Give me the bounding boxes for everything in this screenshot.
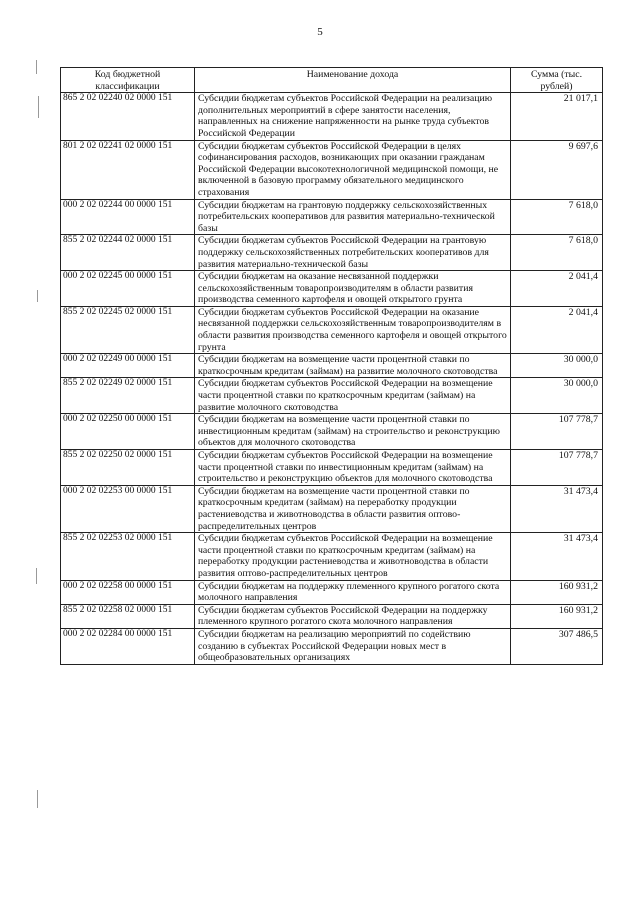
income-name-cell: Субсидии бюджетам на реализацию мероприятий по содействию созданию в субъектах Российской Федерации новых мест в общеобразовательных организациях	[195, 628, 511, 664]
income-name-cell: Субсидии бюджетам субъектов Российской Федерации на возмещение части процентной ставки по краткосрочным кредитам (займам) на переработку продукции растениеводства и животноводства в области развития оптово-распределительных центров	[195, 533, 511, 580]
table-row	[61, 354, 603, 378]
amount-cell: 9 697,6	[511, 140, 603, 199]
budget-code-cell: 000 2 02 02250 00 0000 151	[61, 414, 195, 450]
income-name-cell: Субсидии бюджетам субъектов Российской Федерации на возмещение части процентной ставки по краткосрочным кредитам (займам) на развитие молочного скотоводства	[195, 378, 511, 414]
page-number: 5	[317, 26, 323, 38]
amount-cell: 7 618,0	[511, 235, 603, 271]
amount-cell: 307 486,5	[511, 628, 603, 664]
table-row	[61, 485, 603, 532]
budget-code-cell: 000 2 02 02284 00 0000 151	[61, 628, 195, 664]
budget-code-cell: 000 2 02 02245 00 0000 151	[61, 271, 195, 307]
income-name-cell: Субсидии бюджетам субъектов Российской Федерации на поддержку племенного крупного рогатого скота молочного направления	[195, 604, 511, 628]
income-name-cell: Субсидии бюджетам на грантовую поддержку сельскохозяйственных потребительских кооперативов для развития материально-технической базы	[195, 199, 511, 235]
table-row	[61, 580, 603, 604]
scan-mark	[36, 568, 37, 584]
amount-cell: 30 000,0	[511, 354, 603, 378]
budget-code-cell: 000 2 02 02249 00 0000 151	[61, 354, 195, 378]
amount-cell: 160 931,2	[511, 580, 603, 604]
budget-code-cell: 855 2 02 02244 02 0000 151	[61, 235, 195, 271]
table-row	[61, 235, 603, 271]
income-name-cell: Субсидии бюджетам на поддержку племенного крупного рогатого скота молочного направления	[195, 580, 511, 604]
table-row	[61, 533, 603, 580]
income-name-cell: Субсидии бюджетам субъектов Российской Федерации на реализацию дополнительных мероприятий в сфере занятости населения, направленных на снижение напряженности на рынке труда субъектов Российской Федерации	[195, 93, 511, 140]
scan-mark	[37, 790, 38, 808]
table-row	[61, 378, 603, 414]
budget-code-cell: 000 2 02 02258 00 0000 151	[61, 580, 195, 604]
income-name-cell: Субсидии бюджетам субъектов Российской Федерации на грантовую поддержку сельскохозяйственных потребительских кооперативов для развития материально-технической базы	[195, 235, 511, 271]
amount-cell: 30 000,0	[511, 378, 603, 414]
table-row	[61, 450, 603, 486]
budget-code-cell: 000 2 02 02253 00 0000 151	[61, 485, 195, 532]
table-row	[61, 271, 603, 307]
amount-cell: 31 473,4	[511, 485, 603, 532]
amount-cell: 2 041,4	[511, 306, 603, 353]
amount-cell: 31 473,4	[511, 533, 603, 580]
scan-mark	[37, 290, 38, 302]
table-row	[61, 306, 603, 353]
income-name-cell: Субсидии бюджетам на оказание несвязанной поддержки сельскохозяйственным товаропроизводителям в области развития производства семенного картофеля и овощей открытого грунта	[195, 271, 511, 307]
header-code: Код бюджетной классификации	[61, 68, 195, 93]
table-row	[61, 140, 603, 199]
table-row	[61, 628, 603, 664]
budget-code-cell: 801 2 02 02241 02 0000 151	[61, 140, 195, 199]
budget-code-cell: 855 2 02 02250 02 0000 151	[61, 450, 195, 486]
table-row	[61, 414, 603, 450]
amount-cell: 107 778,7	[511, 414, 603, 450]
budget-code-cell: 855 2 02 02253 02 0000 151	[61, 533, 195, 580]
income-name-cell: Субсидии бюджетам субъектов Российской Федерации в целях софинансирования расходов, возникающих при оказании гражданам Российской Федерации высокотехнологичной медицинской помощи, не включенной в базовую программу обязательного медицинского страхования	[195, 140, 511, 199]
amount-cell: 160 931,2	[511, 604, 603, 628]
income-name-cell: Субсидии бюджетам на возмещение части процентной ставки по инвестиционным кредитам (займам) на строительство и реконструкцию объектов для молочного скотоводства	[195, 414, 511, 450]
header-name: Наименование дохода	[195, 68, 511, 93]
budget-income-table	[60, 67, 603, 665]
scan-mark	[38, 96, 39, 118]
table-header-row	[61, 68, 603, 93]
amount-cell: 21 017,1	[511, 93, 603, 140]
header-amount: Сумма (тыс. рублей)	[511, 68, 603, 93]
amount-cell: 107 778,7	[511, 450, 603, 486]
budget-code-cell: 855 2 02 02258 02 0000 151	[61, 604, 195, 628]
amount-cell: 2 041,4	[511, 271, 603, 307]
budget-code-cell: 855 2 02 02249 02 0000 151	[61, 378, 195, 414]
income-name-cell: Субсидии бюджетам субъектов Российской Федерации на возмещение части процентной ставки по инвестиционным кредитам (займам) на строительство и реконструкцию объектов для молочного скотоводства	[195, 450, 511, 486]
budget-code-cell: 865 2 02 02240 02 0000 151	[61, 93, 195, 140]
income-name-cell: Субсидии бюджетам на возмещение части процентной ставки по краткосрочным кредитам (займам) на развитие молочного скотоводства	[195, 354, 511, 378]
budget-code-cell: 855 2 02 02245 02 0000 151	[61, 306, 195, 353]
table-row	[61, 93, 603, 140]
income-name-cell: Субсидии бюджетам субъектов Российской Федерации на оказание несвязанной поддержки сельскохозяйственным товаропроизводителям в области развития производства семенного картофеля и овощей открытого грунта	[195, 306, 511, 353]
scan-mark	[36, 60, 37, 74]
amount-cell: 7 618,0	[511, 199, 603, 235]
table-row	[61, 604, 603, 628]
budget-code-cell: 000 2 02 02244 00 0000 151	[61, 199, 195, 235]
income-name-cell: Субсидии бюджетам на возмещение части процентной ставки по краткосрочным кредитам (займам) на переработку продукции растениеводства и животноводства в области развития оптово-распределительных центров	[195, 485, 511, 532]
table-row	[61, 199, 603, 235]
